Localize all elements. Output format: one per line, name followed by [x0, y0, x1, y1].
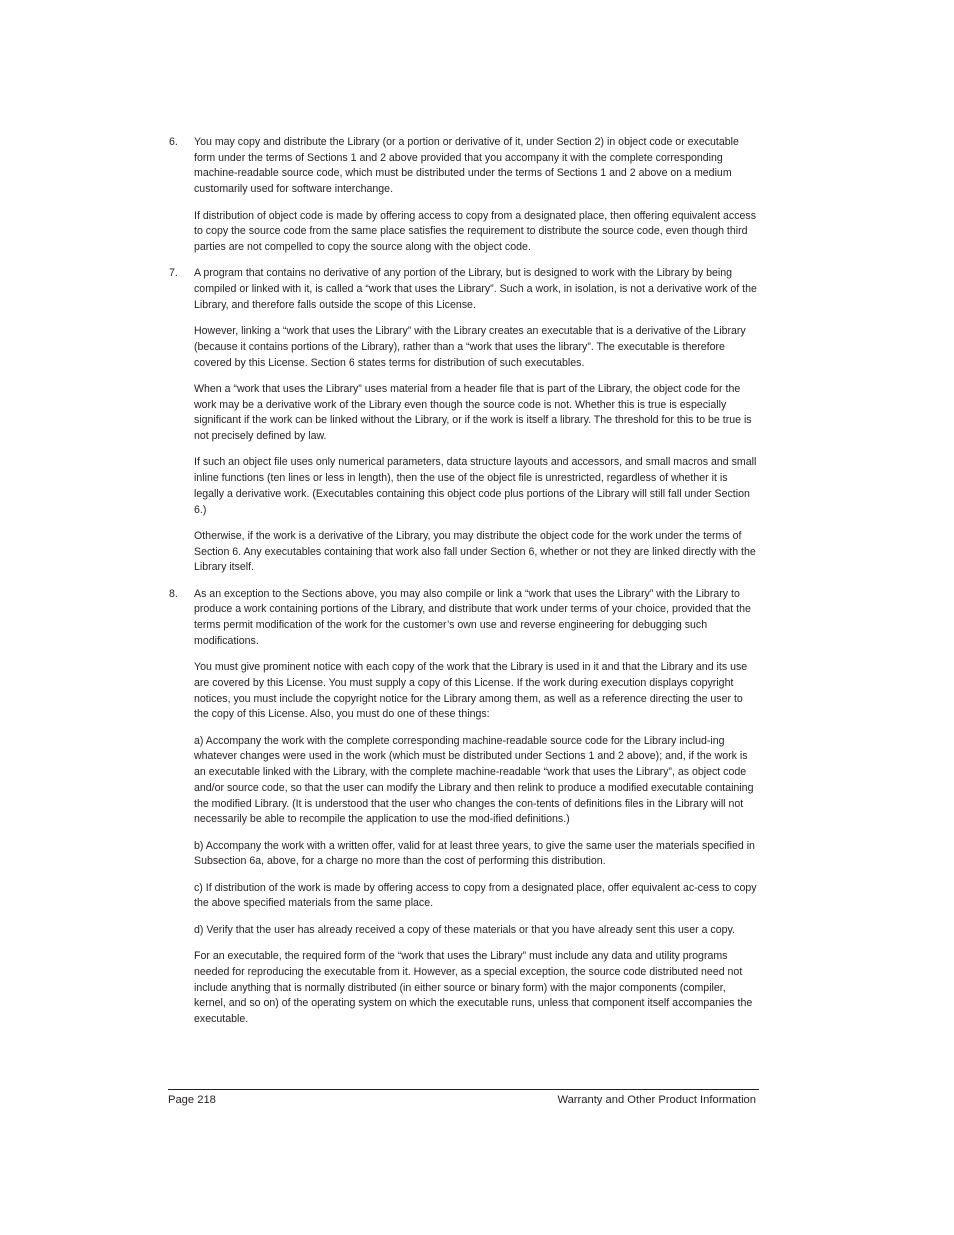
paragraph: Otherwise, if the work is a derivative of the Library, you may distribute the object code for the work under the terms of Section 6. Any executables containing that work also fall under Section 6, whether or not they are linked directly with the Library itself.: [194, 529, 756, 574]
paragraph: If distribution of object code is made by offering access to copy from a designated place, then offering equivalent access to copy the source code from the same place satisfies the requirement to distribute the source code, even though third parties are not compelled to copy the source along with the object code.: [194, 209, 756, 253]
paragraph: You must give prominent notice with each copy of the work that the Library is used in it and that the Library and its use are covered by this License. You must supply a copy of this License. If the work during execution displays copyright notices, you must include the copyright notice for the Library among them, as well as a reference directing the user to the copy of this License. Also, you must do one of these things:: [194, 661, 748, 721]
paragraph: If such an object file uses only numerical parameters, data structure layouts and accessors, and small macros and small inline functions (ten lines or less in length), then the use of the object file is unrestricted, regardless of whether it is legally a derivative work. (Executables containing this object code plus portions of the Library will still fall under Section 6.): [194, 456, 757, 516]
paragraph: As an exception to the Sections above, you may also compile or link a “work that uses the Library” with the Library to produce a work containing portions of the Library, and distribute that work under terms of your choice, provided that the terms permit modification of the work for the customer’s own use and reverse engineering for debugging such modifications.: [194, 587, 751, 647]
section-number: 7.: [169, 267, 178, 280]
paragraph: You may copy and distribute the Library (or a portion or derivative of it, under Section 2) in object code or executable form under the terms of Sections 1 and 2 above provided that you accompany it with the complete corresponding machine-readable source code, which must be distributed under the terms of Sections 1 and 2 above on a medium customarily used for software interchange.: [194, 136, 739, 196]
section-6: [169, 135, 759, 256]
paragraph: When a “work that uses the Library” uses material from a header file that is part of the Library, the object code for the work may be a derivative work of the Library even though the source code is not. Whether this is true is especially significant if the work can be linked without the Library, or if the work is itself a library. The threshold for this to be true is not precisely defined by law.: [194, 382, 752, 442]
document-body: [169, 135, 759, 1038]
page-number: Page 218: [168, 1094, 216, 1106]
list-item-c: c) If distribution of the work is made by offering access to copy from a designated place, offer equivalent ac-cess to copy the above specified materials from the same place.: [194, 881, 757, 910]
footer-divider: [168, 1089, 759, 1090]
section-8: [169, 587, 759, 1028]
section-7: [169, 266, 759, 576]
section-number: 6.: [169, 136, 178, 148]
paragraph: However, linking a “work that uses the Library” with the Library creates an executable that is a derivative of the Library (because it contains portions of the Library), rather than a “work that uses the library”. The executable is therefore covered by this License. Section 6 states terms for distribution of such executables.: [194, 325, 746, 369]
section-number: 8.: [169, 587, 178, 600]
paragraph: For an executable, the required form of the “work that uses the Library” must include any data and utility programs needed for reproducing the executable from it. However, as a special exception, the source code distributed need not include anything that is normally distributed (in either source or binary form) with the major components (compiler, kernel, and so on) of the operating system on which the executable runs, unless that component itself accompanies the executable.: [194, 950, 753, 1025]
paragraph: A program that contains no derivative of any portion of the Library, but is designed to work with the Library by being compiled or linked with it, is called a “work that uses the Library”. Such a work, in isolation, is not a derivative work of the Library, and therefore falls outside the scope of this License.: [194, 267, 757, 311]
list-item-d: d) Verify that the user has already received a copy of these materials or that you have already sent this user a copy.: [194, 923, 735, 936]
footer-title: Warranty and Other Product Information: [557, 1094, 756, 1106]
list-item-a: a) Accompany the work with the complete corresponding machine-readable source code for the Library includ-ing whatever changes were used in the work (which must be distributed under Sections 1 and 2 above); and, if the work is an executable linked with the Library, with the complete machine-readable “work that uses the Library”, as object code and/or source code, so that the user can modify the Library and then relink to produce a modified executable containing the modified Library. (It is understood that the user who changes the con-tents of definitions files in the Library will not necessarily be able to recompile the application to use the mod-ified definitions.): [194, 734, 754, 826]
list-item-b: b) Accompany the work with a written offer, valid for at least three years, to give the same user the materials specified in Subsection 6a, above, for a charge no more than the cost of performing this distribution.: [194, 839, 755, 868]
